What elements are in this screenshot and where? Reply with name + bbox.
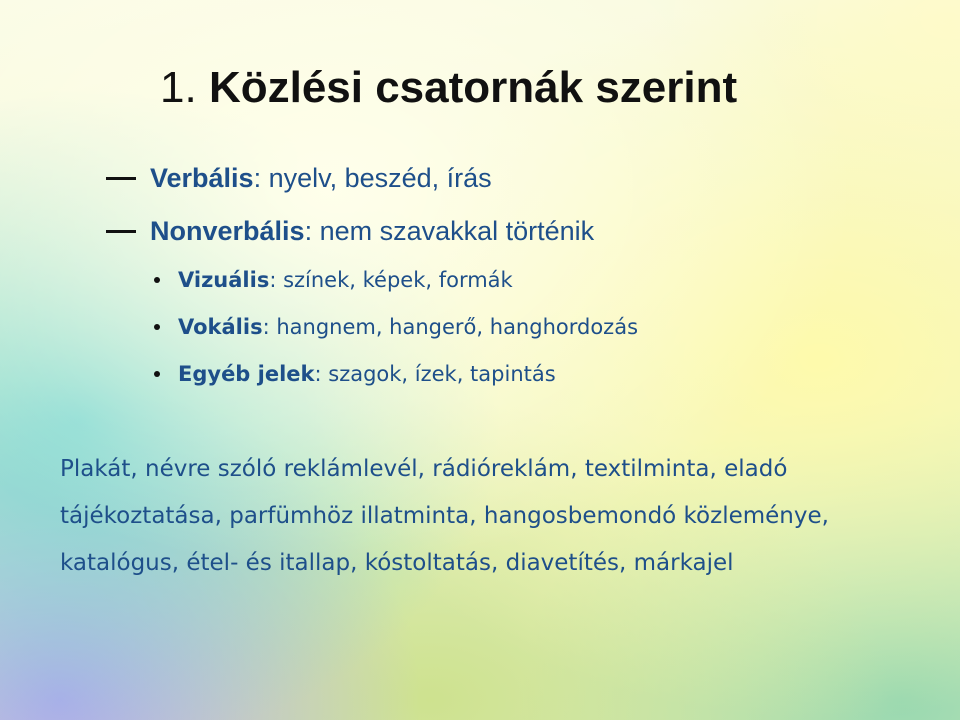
subchannel-description: : szagok, ízek, tapintás <box>314 362 556 386</box>
subchannel-description: : hangnem, hangerő, hanghordozás <box>262 315 639 339</box>
bullet-dot-icon <box>154 277 160 283</box>
subchannel-term: Vokális <box>178 315 263 339</box>
list-item-verbal <box>106 158 492 198</box>
channel-description: : nem szavakkal történik <box>304 215 595 246</box>
subchannel-term: Egyéb jelek <box>178 362 315 386</box>
slide-title <box>160 58 737 118</box>
examples-paragraph: Plakát, névre szóló reklámlevél, rádióreklám, textilminta, eladó tájékoztatása, parfümhöz illatminta, hangosbemondó közleménye, katalógus, étel- és itallap, kóstoltatás, diavetítés, márkajel <box>60 456 829 576</box>
bullet-dot-icon <box>154 324 160 330</box>
slide-title-number: 1. <box>160 63 197 112</box>
sub-item-other-signs <box>154 357 556 391</box>
channel-term: Nonverbális <box>150 215 305 246</box>
slide-title-text: Közlési csatornák szerint <box>208 63 738 112</box>
bullet-dot-icon <box>154 371 160 377</box>
sub-item-visual <box>154 263 513 297</box>
channel-description: : nyelv, beszéd, írás <box>253 162 492 193</box>
dash-bullet-icon <box>106 230 136 233</box>
sub-item-vocal <box>154 310 638 344</box>
dash-bullet-icon <box>106 177 136 180</box>
subchannel-description: : színek, képek, formák <box>269 268 513 292</box>
list-item-nonverbal <box>106 211 594 251</box>
subchannel-term: Vizuális <box>178 268 270 292</box>
channel-term: Verbális <box>150 162 254 193</box>
